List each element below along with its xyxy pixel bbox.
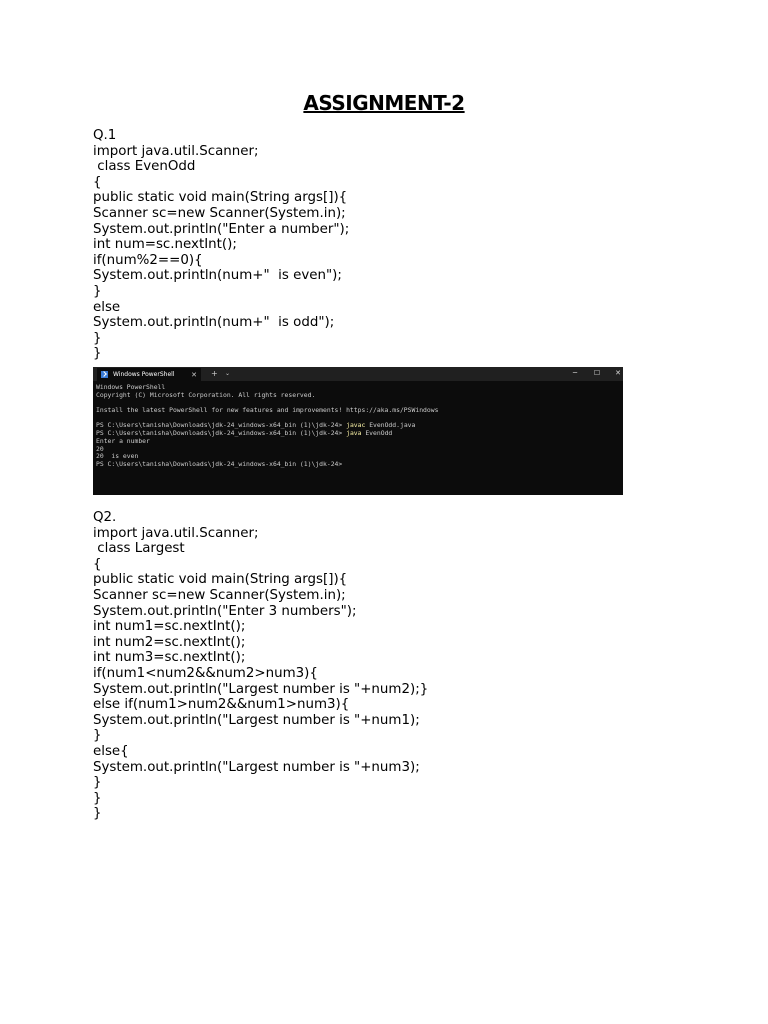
q2-code-block (93, 510, 428, 822)
code-line: import java.util.Scanner; (93, 525, 259, 541)
code-line: } (93, 790, 102, 806)
terminal-output (93, 381, 623, 469)
code-line: } (93, 728, 102, 744)
powershell-screenshot (93, 367, 623, 495)
code-line: class Largest (93, 541, 185, 557)
terminal-line: PS C:\Users\tanisha\Downloads\jdk-24_windows-x64_bin (1)\jdk-24> (96, 459, 343, 468)
code-line: System.out.println("Largest number is "+num1); (93, 712, 420, 728)
terminal-line: Install the latest PowerShell for new features and improvements! https://aka.ms/PSWindows (96, 406, 439, 415)
code-line: System.out.println(num+" is odd"); (93, 315, 335, 331)
command-argument: EvenOdd.java (365, 421, 416, 430)
terminal-tab (97, 368, 201, 381)
terminal-line: PS C:\Users\tanisha\Downloads\jdk-24_windows-x64_bin (1)\jdk-24> java EvenOdd (96, 429, 393, 438)
code-line: { (93, 556, 102, 572)
code-line: public static void main(String args[]){ (93, 190, 348, 206)
command-keyword: java (346, 429, 362, 438)
code-line: System.out.println(num+" is even"); (93, 268, 342, 284)
command-keyword: javac (346, 421, 366, 430)
code-line: else (93, 299, 121, 315)
code-line: if(num%2==0){ (93, 252, 203, 268)
terminal-titlebar (93, 367, 623, 381)
code-line: System.out.println("Enter a number"); (93, 221, 350, 237)
code-line: System.out.println("Enter 3 numbers"); (93, 603, 357, 619)
code-line: Scanner sc=new Scanner(System.in); (93, 587, 346, 603)
code-line: } (93, 283, 102, 299)
terminal-line: Enter a number (96, 436, 150, 445)
code-line: Q.1 (93, 128, 117, 143)
powershell-icon (101, 371, 108, 378)
close-tab-icon: ✕ (191, 370, 197, 379)
code-line: int num2=sc.nextInt(); (93, 634, 246, 650)
code-line: int num=sc.nextInt(); (93, 237, 237, 253)
terminal-tab-title: Windows PowerShell (113, 371, 175, 378)
chevron-down-icon: ⌄ (225, 370, 231, 377)
terminal-line: 20 (96, 444, 104, 453)
terminal-line: 20 is even (96, 452, 139, 461)
maximize-icon: ☐ (593, 369, 601, 377)
minimize-icon: ─ (572, 369, 578, 377)
code-line: else{ (93, 743, 129, 759)
code-line: } (93, 330, 102, 346)
terminal-line: Windows PowerShell (96, 383, 166, 391)
plus-icon: + (211, 369, 218, 378)
code-line: else if(num1>num2&&num1>num3){ (93, 697, 350, 713)
code-line: } (93, 346, 102, 362)
q1-code-block (93, 128, 349, 362)
code-line: { (93, 174, 102, 190)
page-title: ASSIGNMENT-2 (303, 91, 465, 115)
command-argument: EvenOdd (361, 429, 393, 438)
code-line: System.out.println("Largest number is "+num3); (93, 759, 420, 775)
close-icon: ✕ (615, 369, 621, 377)
code-line: Scanner sc=new Scanner(System.in); (93, 205, 346, 221)
code-line: } (93, 806, 102, 822)
code-line: } (93, 775, 102, 791)
code-line: Q2. (93, 510, 117, 525)
code-line: import java.util.Scanner; (93, 143, 259, 159)
code-line: System.out.println("Largest number is "+num2);} (93, 681, 429, 697)
code-line: public static void main(String args[]){ (93, 572, 348, 588)
code-line: int num3=sc.nextInt(); (93, 650, 246, 666)
code-line: if(num1<num2&&num2>num3){ (93, 665, 318, 681)
terminal-line: Copyright (C) Microsoft Corporation. All rights reserved. (96, 390, 316, 399)
code-line: class EvenOdd (93, 159, 196, 175)
code-line: int num1=sc.nextInt(); (93, 619, 246, 635)
terminal-line: PS C:\Users\tanisha\Downloads\jdk-24_windows-x64_bin (1)\jdk-24> javac EvenOdd.java (96, 421, 416, 430)
